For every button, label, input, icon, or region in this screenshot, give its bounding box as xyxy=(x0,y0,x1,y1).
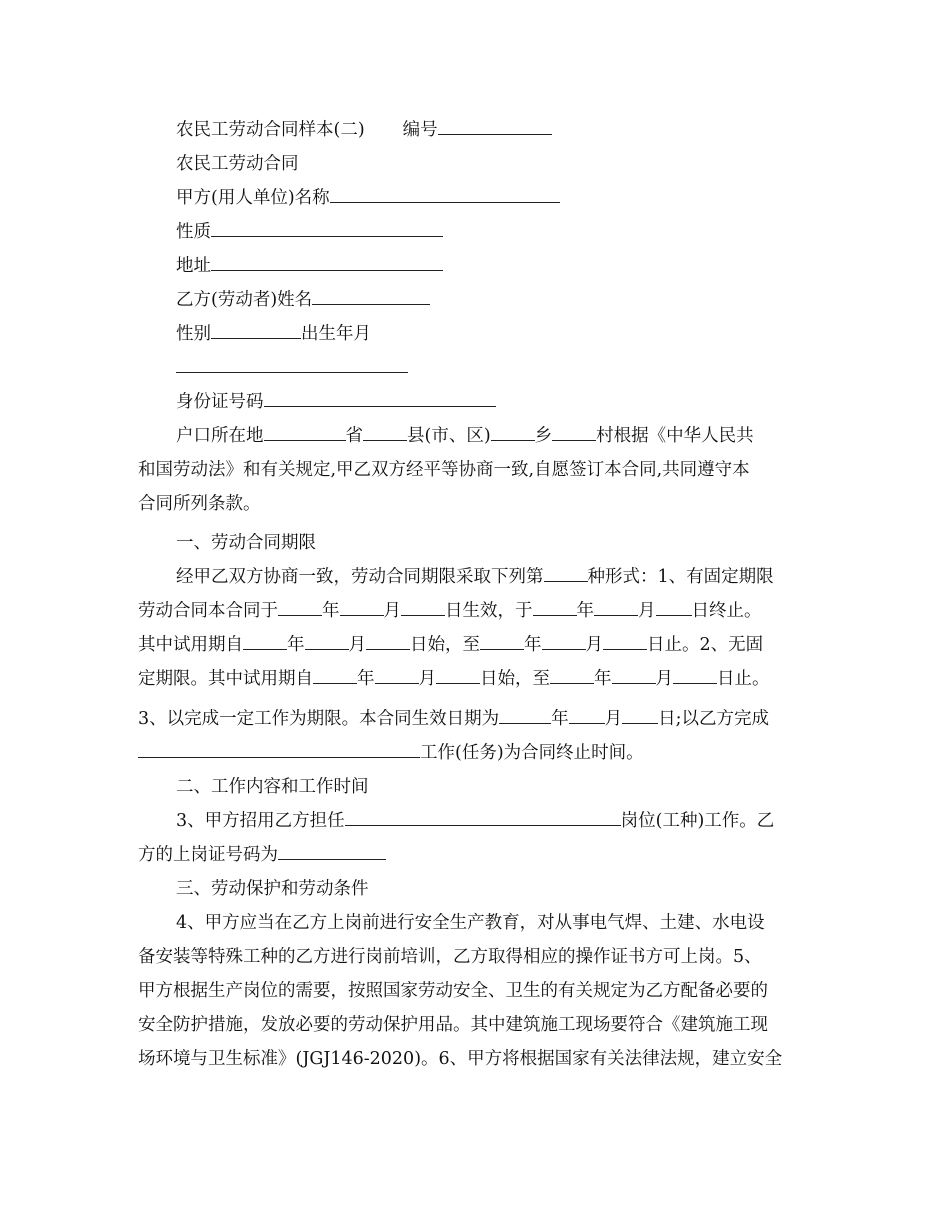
text: 年 xyxy=(287,635,305,655)
text: 3、以完成一定工作为期限。本合同生效日期为 xyxy=(138,709,500,729)
text: 年 xyxy=(322,601,340,621)
text: 日止。 xyxy=(717,669,770,689)
blank xyxy=(569,706,605,724)
township-blank xyxy=(552,423,596,441)
blank xyxy=(138,740,420,758)
county-blank xyxy=(491,423,535,441)
id-line xyxy=(176,389,496,415)
text: 劳动合同本合同于 xyxy=(138,601,278,621)
text: 日终止。 xyxy=(691,601,762,621)
party-b-name-label: 乙方(劳动者)姓名 xyxy=(176,290,313,310)
province-blank xyxy=(363,423,407,441)
blank xyxy=(612,666,656,684)
blank xyxy=(243,632,287,650)
intro-line-3: 合同所列条款。 xyxy=(138,494,261,514)
text: 年 xyxy=(524,635,542,655)
gender-blank xyxy=(211,321,301,339)
text: 月 xyxy=(418,669,436,689)
blank xyxy=(480,632,524,650)
job-blank xyxy=(345,808,621,826)
term-line-3 xyxy=(138,632,763,658)
blank xyxy=(544,564,588,582)
id-blank xyxy=(264,389,496,407)
text: 年 xyxy=(357,669,375,689)
gender-line xyxy=(176,321,371,347)
id-label: 身份证号码 xyxy=(176,392,264,412)
text: 年 xyxy=(551,709,569,729)
title-line xyxy=(176,117,552,143)
text: 经甲乙双方协商一致，劳动合同期限采取下列第 xyxy=(176,567,544,587)
hukou-label: 户口所在地 xyxy=(176,426,264,446)
birth-line xyxy=(176,355,408,381)
text: 年 xyxy=(594,669,612,689)
cert-blank xyxy=(278,842,386,860)
section-1-heading: 一、劳动合同期限 xyxy=(176,533,316,553)
term-line-5 xyxy=(138,706,769,732)
term-line-6 xyxy=(138,740,644,766)
job-line-2 xyxy=(138,842,386,868)
blank xyxy=(366,632,410,650)
county-label: 县(市、区) xyxy=(407,426,491,446)
text: 其中试用期自 xyxy=(138,635,243,655)
term-line-1 xyxy=(176,564,774,590)
party-b-line xyxy=(176,287,430,313)
term-line-4 xyxy=(138,666,770,692)
text: 3、甲方招用乙方担任 xyxy=(176,811,345,831)
text: 日止。2、无固 xyxy=(647,635,764,655)
party-a-name-label: 甲方(用人单位)名称 xyxy=(176,188,330,208)
text: 月 xyxy=(383,601,401,621)
blank xyxy=(603,632,647,650)
text: 月 xyxy=(348,635,366,655)
blank xyxy=(594,598,638,616)
blank xyxy=(542,632,586,650)
doc-subtitle: 农民工劳动合同 xyxy=(176,154,299,174)
address-blank xyxy=(211,253,443,271)
province-label: 省 xyxy=(345,426,363,446)
text: 日;以乙方完成 xyxy=(658,709,770,729)
blank xyxy=(499,706,551,724)
blank xyxy=(550,666,594,684)
blank xyxy=(340,598,384,616)
doc-title: 农民工劳动合同样本(二) xyxy=(176,120,365,140)
blank xyxy=(375,666,419,684)
text: 定期限。其中试用期自 xyxy=(138,669,313,689)
nature-blank xyxy=(211,219,443,237)
blank xyxy=(278,598,322,616)
village-text: 村根据《中华人民共 xyxy=(596,426,754,446)
text: 年 xyxy=(576,601,594,621)
address-line xyxy=(176,253,443,279)
hukou-line xyxy=(176,423,754,449)
number-blank xyxy=(438,117,552,135)
text: 月 xyxy=(638,601,656,621)
blank xyxy=(401,598,445,616)
address-label: 地址 xyxy=(176,256,211,276)
blank xyxy=(673,666,717,684)
blank xyxy=(656,598,692,616)
text: 工作(任务)为合同终止时间。 xyxy=(420,743,644,763)
protection-line-3: 甲方根据生产岗位的需要，按照国家劳动安全、卫生的有关规定为乙方配备必要的 xyxy=(138,981,768,1001)
nature-line xyxy=(176,219,443,245)
text: 日始，至 xyxy=(410,635,480,655)
text: 月 xyxy=(655,669,673,689)
party-a-line xyxy=(176,185,560,211)
township-label: 乡 xyxy=(534,426,553,446)
number-label: 编号 xyxy=(402,120,438,140)
protection-line-1: 4、甲方应当在乙方上岗前进行安全生产教育，对从事电气焊、土建、水电设 xyxy=(176,913,765,933)
blank xyxy=(313,666,357,684)
term-line-2 xyxy=(138,598,762,624)
birth-blank xyxy=(176,355,408,373)
text: 月 xyxy=(604,709,623,729)
hukou-blank xyxy=(264,423,346,441)
text: 日始，至 xyxy=(480,669,550,689)
nature-label: 性质 xyxy=(176,222,211,242)
protection-line-4: 安全防护措施，发放必要的劳动保护用品。其中建筑施工现场要符合《建筑施工现 xyxy=(138,1015,768,1035)
protection-line-5: 场环境与卫生标准》(JGJ146-2020)。6、甲方将根据国家有关法律法规，建立安全 xyxy=(138,1049,783,1069)
text: 种形式：1、有固定期限 xyxy=(587,567,774,587)
party-a-name-blank xyxy=(330,185,560,203)
blank xyxy=(622,706,658,724)
protection-line-2: 备安装等特殊工种的乙方进行岗前培训，乙方取得相应的操作证书方可上岗。5、 xyxy=(138,947,762,967)
text: 月 xyxy=(585,635,603,655)
job-line-1 xyxy=(176,808,774,834)
section-2-heading: 二、工作内容和工作时间 xyxy=(176,777,369,797)
blank xyxy=(305,632,349,650)
blank xyxy=(436,666,480,684)
intro-line-2: 和国劳动法》和有关规定,甲乙双方经平等协商一致,自愿签订本合同,共同遵守本 xyxy=(138,460,750,480)
gender-label: 性别 xyxy=(176,324,211,344)
text: 日生效，于 xyxy=(445,601,533,621)
blank xyxy=(533,598,577,616)
party-b-name-blank xyxy=(312,287,430,305)
birth-label: 出生年月 xyxy=(301,324,371,344)
text: 方的上岗证号码为 xyxy=(138,845,278,865)
text: 岗位(工种)工作。乙 xyxy=(620,811,775,831)
section-3-heading: 三、劳动保护和劳动条件 xyxy=(176,879,369,899)
